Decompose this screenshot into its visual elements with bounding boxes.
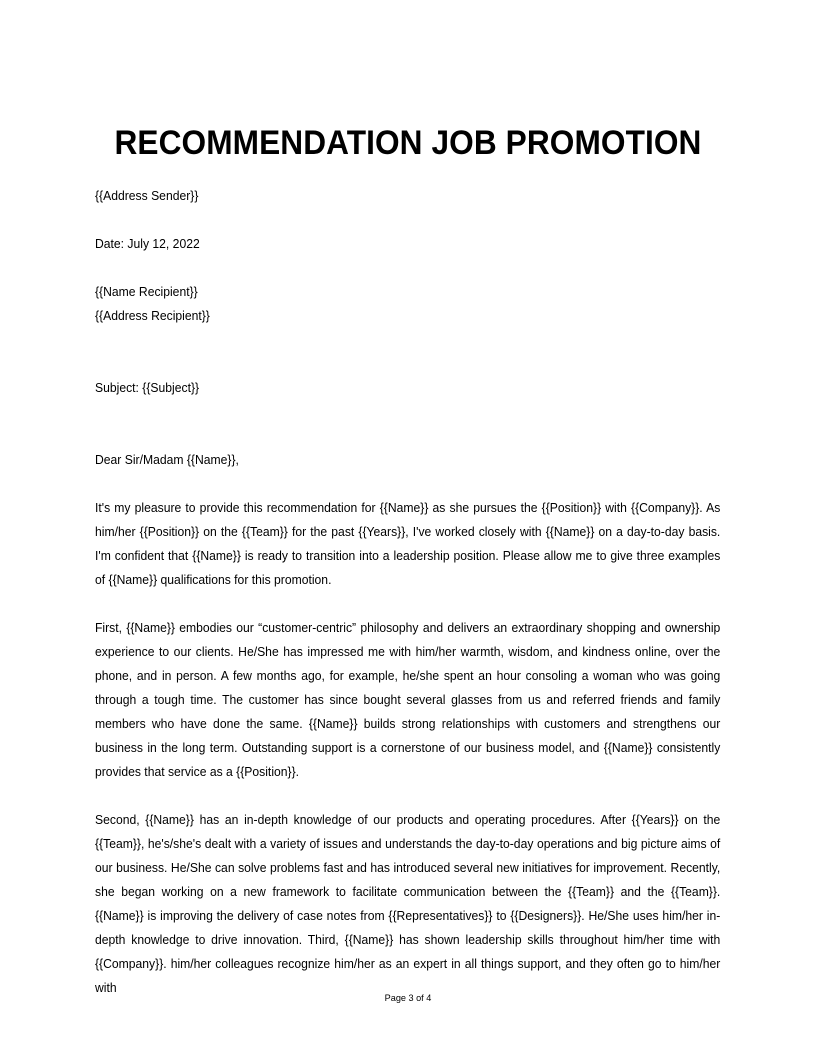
page-footer: Page 3 of 4 [384,993,432,1004]
body-paragraph-3: Second, {{Name}} has an in-depth knowledge of our products and operating procedures. After {{Years}} on the {{Team}}, he's/she's dealt with a variety of issues and understands the day-to-day operations and big picture aims of our business. He/She can solve problems fast and has introduced several new initiatives for improvement. Recently, she began working on a new framework to facilitate communication between the {{Team}} and the {{Team}}. {{Name}} is improving the delivery of case notes from {{Representatives}} to {{Designers}}. He/She uses him/her in-depth knowledge to drive innovation. Third, {{Name}} has shown leadership skills throughout him/her time with {{Company}}. him/her colleagues recognize him/her as an expert in all things support, and they often go to him/her with [95,813,721,995]
document-body [95,184,721,1000]
body-paragraph-2: First, {{Name}} embodies our “customer-centric” philosophy and delivers an extraordinary shopping and ownership experience to our clients. He/She has impressed me with him/her warmth, wisdom, and kindness online, over the phone, and in person. A few months ago, for example, he/she spent an hour consoling a woman who was going through a tough time. The customer has since bought several glasses from us and referred friends and family members who have done the same. {{Name}} builds strong relationships with customers and strengthens our business in the long term. Outstanding support is a cornerstone of our business model, and {{Name}} consistently provides that service as a {{Position}}. [95,621,721,779]
subject-line: Subject: {{Subject}} [95,381,200,395]
page-title: RECOMMENDATION JOB PROMOTION [114,123,702,162]
sender-address: {{Address Sender}} [95,189,199,203]
spacer [95,784,721,808]
spacer [95,592,721,616]
salutation: Dear Sir/Madam {{Name}}, [95,453,239,467]
recipient-name: {{Name Recipient}} [95,285,198,299]
date-line: Date: July 12, 2022 [95,237,200,251]
spacer [95,208,721,232]
spacer [95,328,721,376]
spacer [95,472,721,496]
recipient-address: {{Address Recipient}} [95,309,210,323]
body-paragraph-1: It's my pleasure to provide this recommendation for {{Name}} as she pursues the {{Position}} with {{Company}}. As him/her {{Position}} on the {{Team}} for the past {{Years}}, I've worked closely with {{Name}} on a day-to-day basis. I'm confident that {{Name}} is ready to transition into a leadership position. Please allow me to give three examples of {{Name}} qualifications for this promotion. [95,501,721,587]
spacer [95,400,721,448]
spacer [95,256,721,280]
